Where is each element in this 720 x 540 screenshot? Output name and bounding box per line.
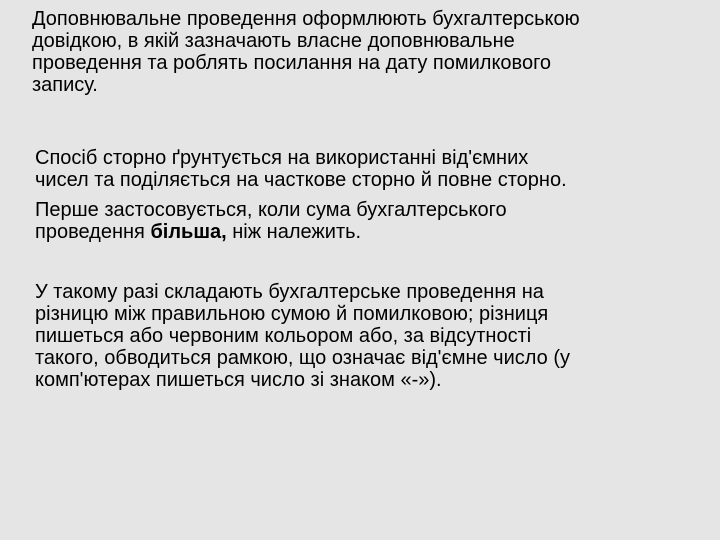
paragraph-line: такого, обводиться рамкою, що означає від'ємне число (у bbox=[35, 347, 570, 369]
paragraph-line bbox=[35, 221, 720, 243]
paragraph-line: запису. bbox=[32, 74, 98, 96]
paragraph-difference-entry bbox=[35, 281, 720, 391]
paragraph-line: Спосіб сторно ґрунтується на використанні від'ємних bbox=[35, 147, 529, 169]
paragraph-supplementary-entry bbox=[32, 8, 720, 96]
paragraph-line: чисел та поділяється на часткове сторно й повне сторно. bbox=[35, 169, 567, 191]
paragraph-line: проведення та роблять посилання на дату помилкового bbox=[32, 52, 552, 74]
paragraph-line: довідкою, в якій зазначають власне доповнювальне bbox=[32, 30, 515, 52]
paragraph-partial-storno bbox=[35, 199, 720, 243]
paragraph-line: У такому разі складають бухгалтерське проведення на bbox=[35, 281, 544, 303]
text-segment: проведення bbox=[35, 221, 151, 243]
paragraph-line: комп'ютерах пишеться число зі знаком «-»). bbox=[35, 369, 442, 391]
paragraph-line: пишеться або червоним кольором або, за відсутності bbox=[35, 325, 532, 347]
emphasis-text: більша, bbox=[150, 221, 227, 243]
paragraph-storno-method bbox=[35, 147, 720, 191]
paragraph-line: різницю між правильною сумою й помилковою; різниця bbox=[35, 303, 549, 325]
paragraph-line: Перше застосовується, коли сума бухгалтерського bbox=[35, 199, 507, 221]
text-segment: ніж належить. bbox=[226, 221, 362, 243]
paragraph-line: Доповнювальне проведення оформлюють бухгалтерською bbox=[32, 8, 580, 30]
